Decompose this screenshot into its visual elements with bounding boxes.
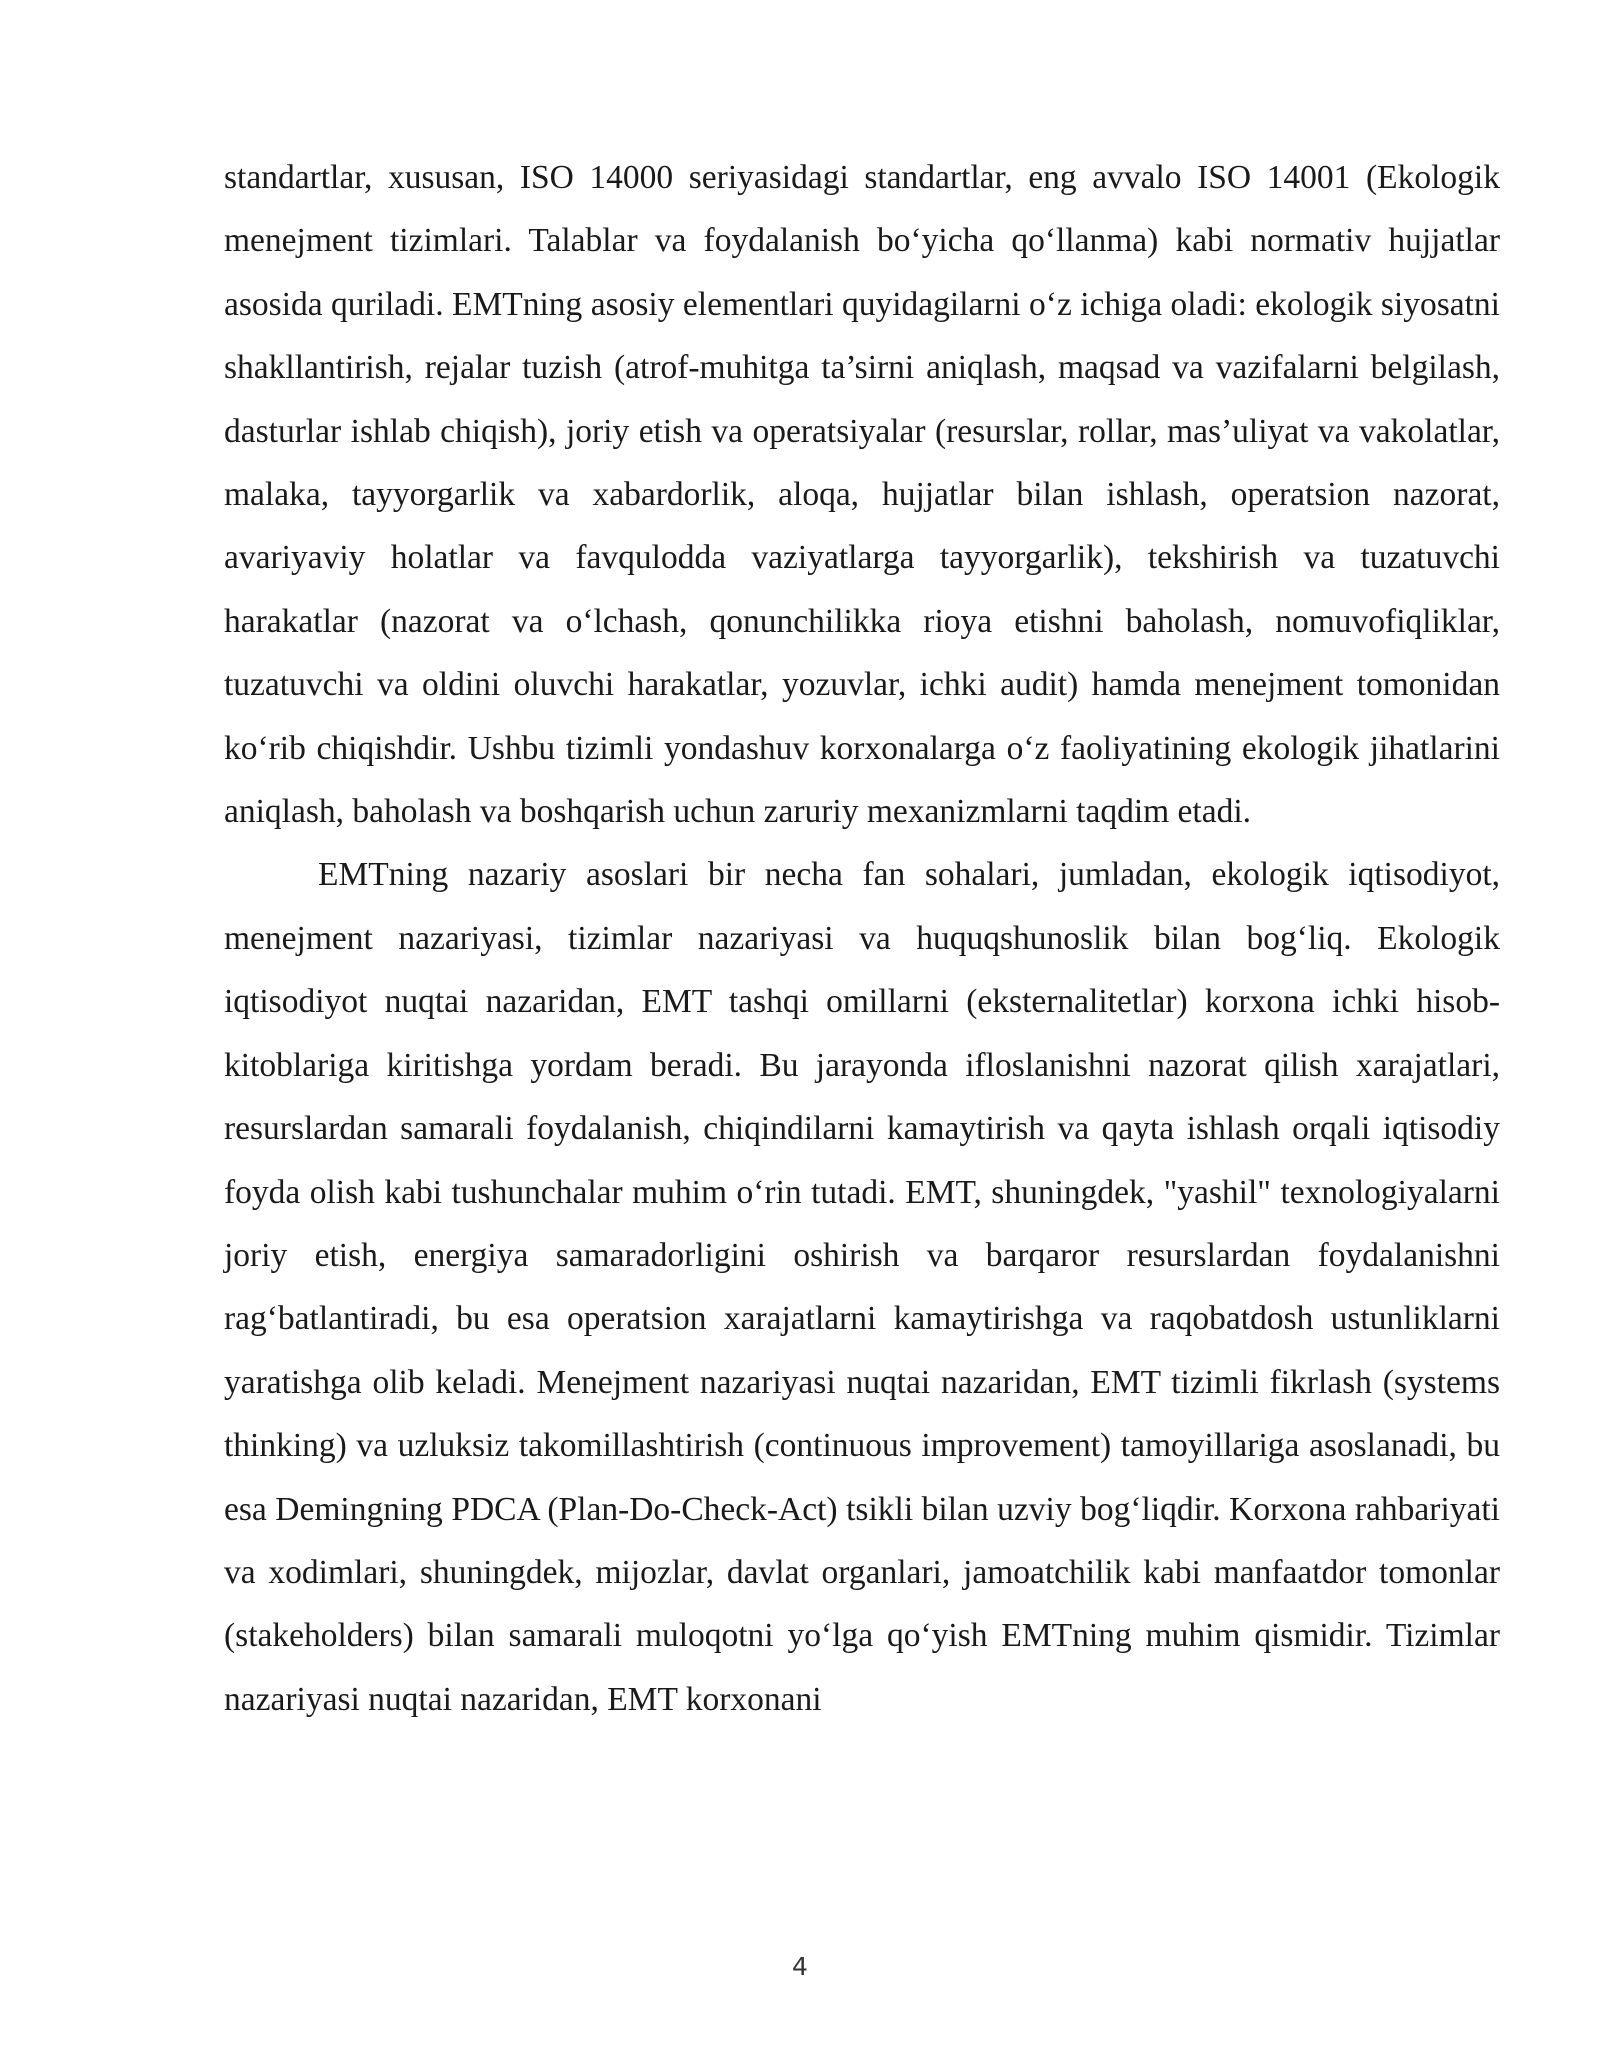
paragraph-emt-theory: EMTning nazariy asoslari bir necha fan sohalari, jumladan, ekologik iqtisodiyot, menejment nazariyasi, tizimlar nazariyasi va huquqshunoslik bilan bog‘liq. Ekologik iqtisodiyot nuqtai nazaridan, EMT tashqi omillarni (eksternalitetlar) korxona ichki hisob-kitoblariga kiritishga yordam beradi. Bu jarayonda ifloslanishni nazorat qilish xarajatlari, resurslardan samarali foydalanish, chiqindilarni kamaytirish va qayta ishlash orqali iqtisodiy foyda olish kabi tushunchalar muhim o‘rin tutadi. EMT, shuningdek, "yashil" texnologiyalarni joriy etish, energiya samaradorligini oshirish va barqaror resurslardan foydalanishni rag‘batlantiradi, bu esa operatsion xarajatlarni kamaytirishga va raqobatdosh ustunliklarni yaratishga olib keladi. Menejment nazariyasi nuqtai nazaridan, EMT tizimli fikrlash (systems thinking) va uzluksiz takomillashtirish (continuous improvement) tamoyillariga asoslanadi, bu esa Demingning PDCA (Plan-Do-Check-Act) tsikli bilan uzviy bog‘liqdir. Korxona rahbariyati va xodimlari, shuningdek, mijozlar, davlat organlari, jamoatchilik kabi manfaatdor tomonlar (stakeholders) bilan samarali muloqotni yo‘lga qo‘yish EMTning muhim qismidir. Tizimlar nazariyasi nuqtai nazaridan, EMT korxonani [224, 856, 1500, 1718]
document-body [224, 146, 1500, 1731]
page-number: 4 [792, 1952, 808, 1981]
paragraph-continuation: standartlar, xususan, ISO 14000 seriyasidagi standartlar, eng avvalo ISO 14001 (Ekologik menejment tizimlari. Talablar va foydalanish bo‘yicha qo‘llanma) kabi normativ hujjatlar asosida quriladi. EMTning asosiy elementlari quyidagilarni o‘z ichiga oladi: ekologik siyosatni shakllantirish, rejalar tuzish (atrof-muhitga ta’sirni aniqlash, maqsad va vazifalarni belgilash, dasturlar ishlab chiqish), joriy etish va operatsiyalar (resurslar, rollar, mas’uliyat va vakolatlar, malaka, tayyorgarlik va xabardorlik, aloqa, hujjatlar bilan ishlash, operatsion nazorat, avariyaviy holatlar va favqulodda vaziyatlarga tayyorgarlik), tekshirish va tuzatuvchi harakatlar (nazorat va o‘lchash, qonunchilikka rioya etishni baholash, nomuvofiqliklar, tuzatuvchi va oldini oluvchi harakatlar, yozuvlar, ichki audit) hamda menejment tomonidan ko‘rib chiqishdir. Ushbu tizimli yondashuv korxonalarga o‘z faoliyatining ekologik jihatlarini aniqlash, baholash va boshqarish uchun zaruriy mexanizmlarni taqdim etadi. [224, 159, 1500, 831]
